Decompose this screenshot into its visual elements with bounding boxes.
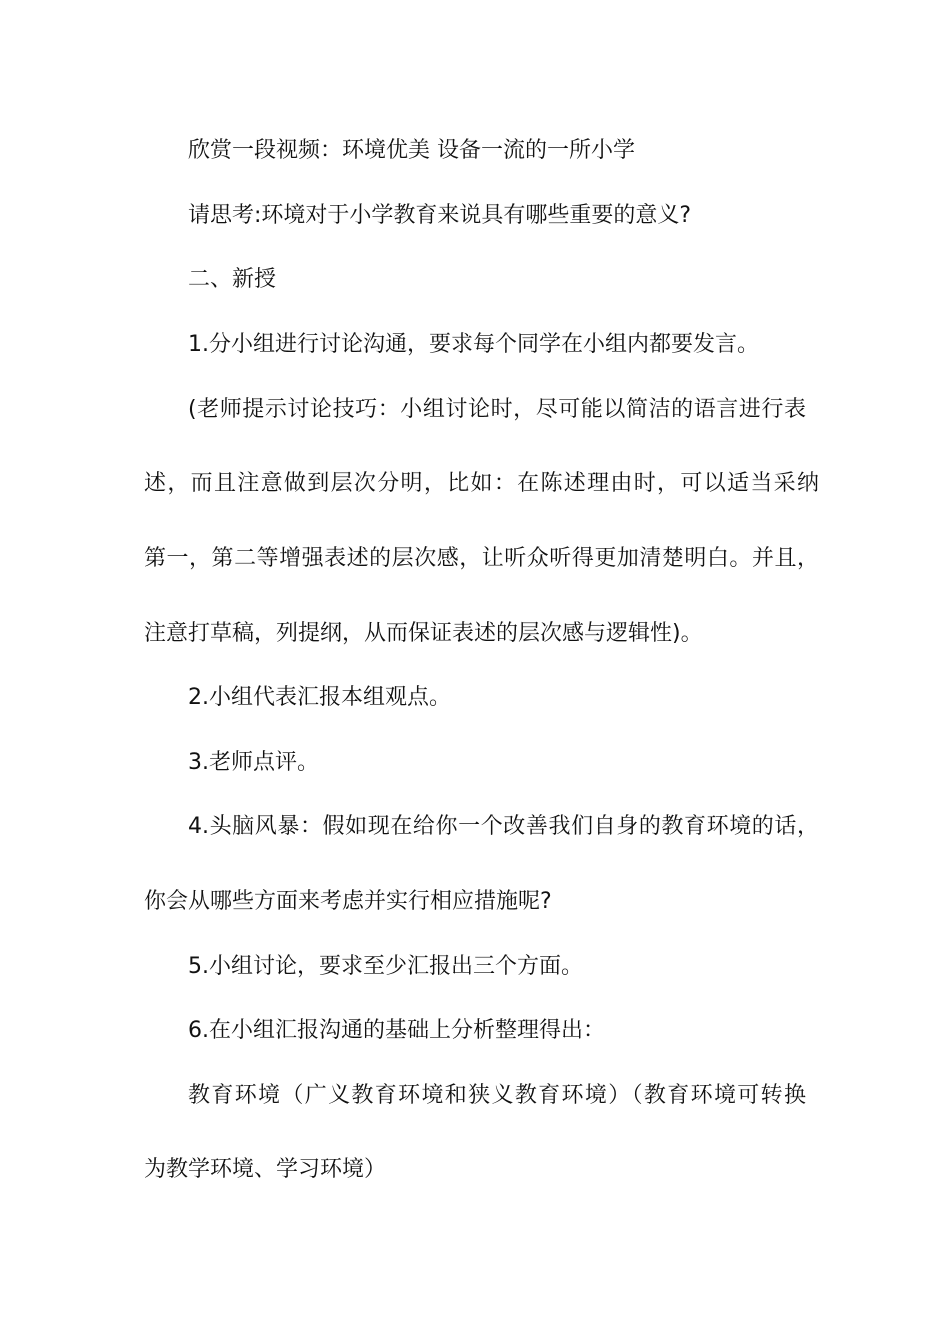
list-item-1: 1.分小组进行讨论沟通，要求每个同学在小组内都要发言。 [188,332,759,357]
paragraph-conclusion-line-1: 教育环境（广义教育环境和狭义教育环境）（教育环境可转换 [188,1083,806,1108]
paragraph-conclusion-line-2: 为教学环境、学习环境） [144,1157,387,1182]
section-heading-new-lesson: 二、新授 [188,267,277,292]
list-item-6: 6.在小组汇报沟通的基础上分析整理得出： [188,1018,605,1043]
paragraph-tip-line-4: 注意打草稿，列提纲，从而保证表述的层次感与逻辑性)。 [144,621,703,646]
paragraph-video: 欣赏一段视频：环境优美 设备一流的一所小学 [188,138,635,163]
list-item-5: 5.小组讨论，要求至少汇报出三个方面。 [188,954,583,979]
list-item-4-line-2: 你会从哪些方面来考虑并实行相应措施呢? [144,889,552,914]
list-item-2: 2.小组代表汇报本组观点。 [188,685,451,710]
list-item-4-line-1: 4.头脑风暴：假如现在给你一个改善我们自身的教育环境的话， [188,814,819,839]
paragraph-tip-line-3: 第一，第二等增强表述的层次感，让听众听得更加清楚明白。并且， [144,546,819,571]
paragraph-tip-line-1: (老师提示讨论技巧：小组讨论时，尽可能以简洁的语言进行表 [188,397,806,422]
paragraph-question: 请思考:环境对于小学教育来说具有哪些重要的意义? [188,203,692,228]
list-item-3: 3.老师点评。 [188,750,319,775]
paragraph-tip-line-2: 述，而且注意做到层次分明，比如：在陈述理由时，可以适当采纳 [144,471,819,496]
